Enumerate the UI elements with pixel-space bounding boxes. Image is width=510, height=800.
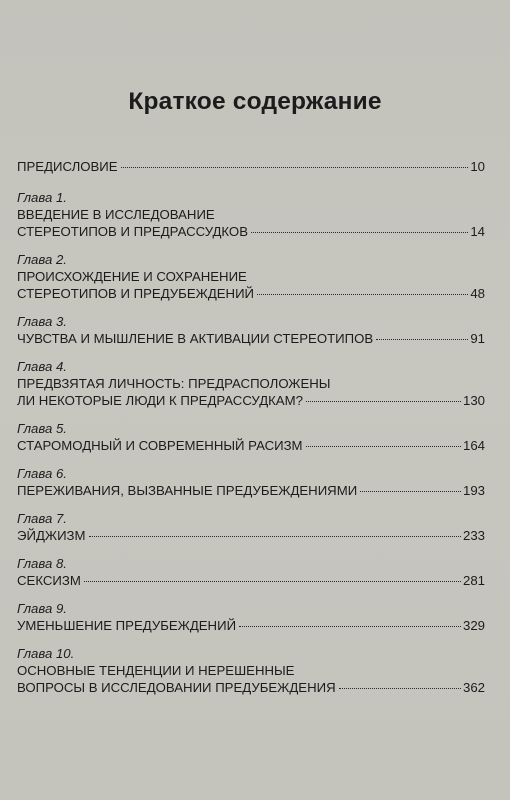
dot-leader [306,445,461,447]
toc-entry-chapter-10[interactable] [17,645,485,696]
toc-entry-title: ЛИ НЕКОТОРЫЕ ЛЮДИ К ПРЕДРАССУДКАМ? [17,393,303,408]
toc-entry-title-line: ПРОИСХОЖДЕНИЕ И СОХРАНЕНИЕ [17,269,247,284]
dot-leader [121,166,469,168]
toc-entry-title: ЭЙДЖИЗМ [17,528,86,543]
toc-page-number: 329 [462,618,485,633]
chapter-label: Глава 10. [17,646,75,661]
toc-line [17,330,485,347]
toc-entry-title: УМЕНЬШЕНИЕ ПРЕДУБЕЖДЕНИЙ [17,618,237,633]
toc-entry-title-line: ОСНОВНЫЕ ТЕНДЕНЦИИ И НЕРЕШЕННЫЕ [17,663,295,678]
toc-entry-chapter-1[interactable] [17,189,485,240]
toc-page-number: 362 [462,680,485,695]
toc-line [17,527,485,544]
toc-entry-chapter-3[interactable] [17,313,485,347]
toc-line [17,679,485,696]
dot-leader [306,400,461,402]
toc-line [17,482,485,499]
toc-entry-title: ПРЕДИСЛОВИЕ [17,159,118,174]
dot-leader [251,231,468,233]
toc-page-number: 130 [462,393,485,408]
toc-line [17,223,485,240]
toc-page-number: 10 [470,159,485,174]
chapter-label: Глава 9. [17,601,67,616]
toc-line [17,285,485,302]
toc-page-number: 48 [470,286,485,301]
toc-entry-title: ЧУВСТВА И МЫШЛЕНИЕ В АКТИВАЦИИ СТЕРЕОТИПОВ [17,331,374,346]
dot-leader [339,687,461,689]
toc-entry-title-line: ПРЕДВЗЯТАЯ ЛИЧНОСТЬ: ПРЕДРАСПОЛОЖЕНЫ [17,376,331,391]
toc-line [17,158,485,175]
toc-entry-title: СТЕРЕОТИПОВ И ПРЕДУБЕЖДЕНИЙ [17,286,255,301]
toc-page-number: 193 [462,483,485,498]
toc-entry-chapter-4[interactable] [17,358,485,409]
toc-page-number: 14 [470,224,485,239]
dot-leader [239,625,461,627]
toc-entry-title: ПЕРЕЖИВАНИЯ, ВЫЗВАННЫЕ ПРЕДУБЕЖДЕНИЯМИ [17,483,358,498]
chapter-label: Глава 1. [17,190,67,205]
chapter-label: Глава 6. [17,466,67,481]
dot-leader [89,535,461,537]
toc-entry-chapter-6[interactable] [17,465,485,499]
toc-entry-title: СТЕРЕОТИПОВ И ПРЕДРАССУДКОВ [17,224,248,239]
table-of-contents [17,158,485,707]
chapter-label: Глава 3. [17,314,67,329]
dot-leader [257,293,468,295]
toc-page-number: 281 [462,573,485,588]
toc-line [17,437,485,454]
chapter-label: Глава 2. [17,252,67,267]
dot-leader [360,490,461,492]
toc-entry-chapter-5[interactable] [17,420,485,454]
toc-page-number: 164 [462,438,485,453]
dot-leader [84,580,461,582]
chapter-label: Глава 5. [17,421,67,436]
toc-entry-title: СЕКСИЗМ [17,573,81,588]
toc-entry-chapter-8[interactable] [17,555,485,589]
toc-entry-chapter-9[interactable] [17,600,485,634]
chapter-label: Глава 8. [17,556,67,571]
toc-entry-chapter-2[interactable] [17,251,485,302]
page-title: Краткое содержание [128,88,382,115]
toc-entry-title: ВОПРОСЫ В ИССЛЕДОВАНИИ ПРЕДУБЕЖДЕНИЯ [17,680,336,695]
toc-line [17,572,485,589]
dot-leader [376,338,468,340]
toc-entry-title-line: ВВЕДЕНИЕ В ИССЛЕДОВАНИЕ [17,207,215,222]
toc-entry-chapter-7[interactable] [17,510,485,544]
toc-entry-preface[interactable] [17,158,485,175]
chapter-label: Глава 7. [17,511,67,526]
chapter-label: Глава 4. [17,359,67,374]
toc-line [17,392,485,409]
toc-page-number: 91 [470,331,485,346]
toc-line [17,617,485,634]
toc-entry-title: СТАРОМОДНЫЙ И СОВРЕМЕННЫЙ РАСИЗМ [17,438,303,453]
toc-page-number: 233 [462,528,485,543]
